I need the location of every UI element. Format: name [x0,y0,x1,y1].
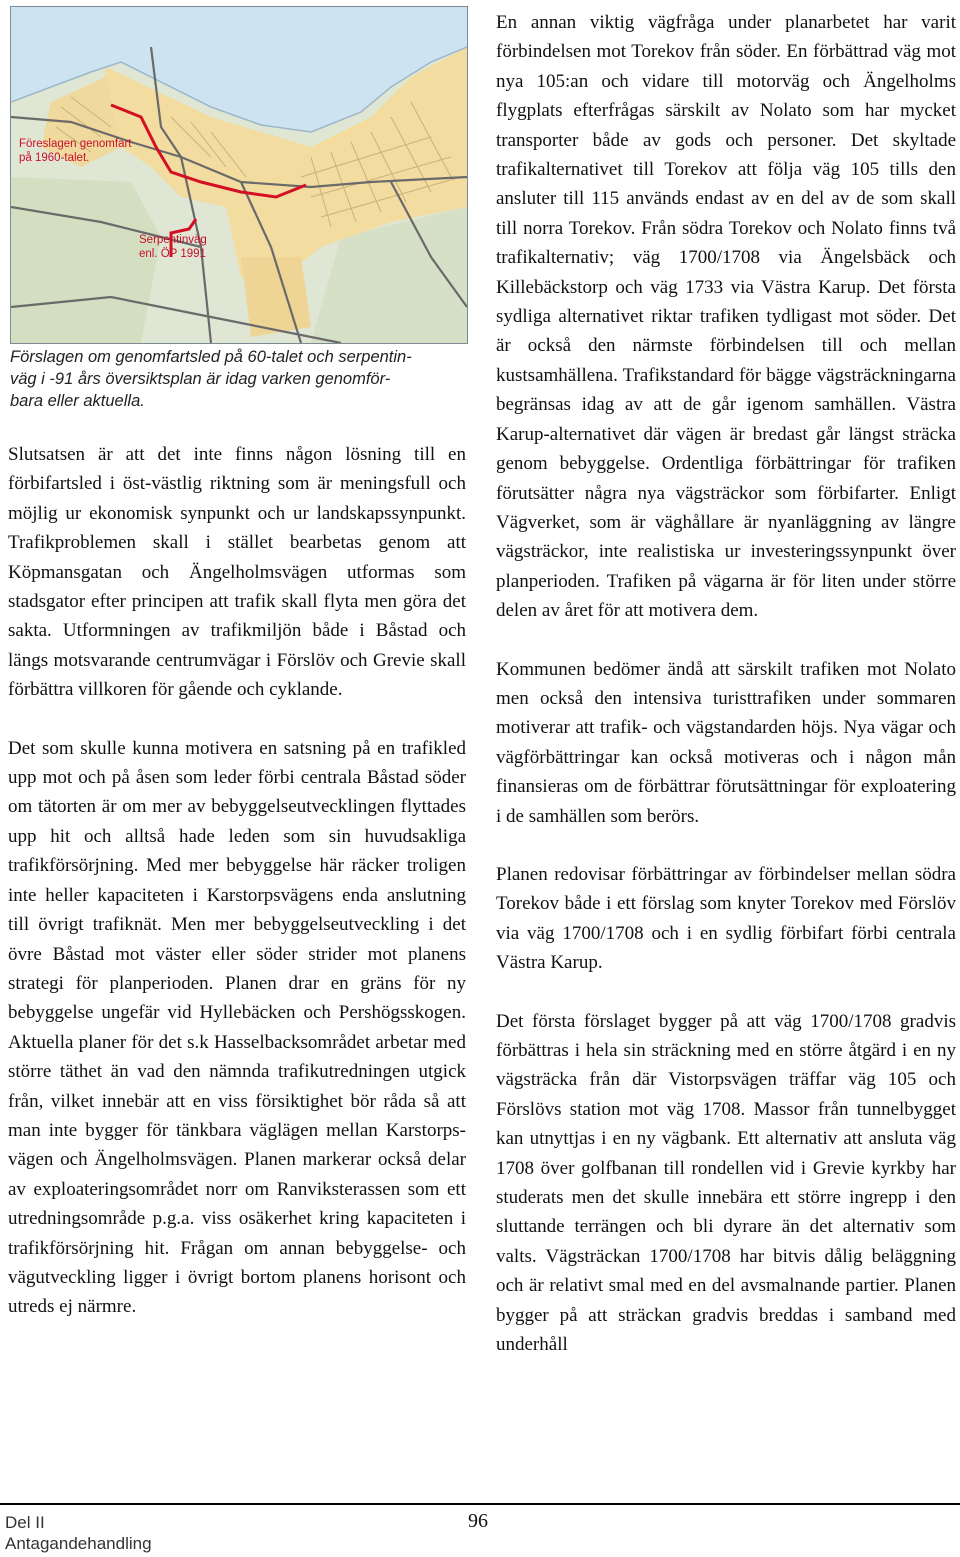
paragraph: Slutsatsen är att det inte finns någon lösning till en förbifartsled i öst-västlig riktning som är meningsfull och möjlig ur ekonomisk synpunkt och ur landskapssynpunkt. Trafikproblemen skall i stället bearbetas genom att Köpmansgatan och Ängelholmsvägen utformas som stadsgator efter principen att trafik skall flyta men göra det sakta. Utformningen av trafikmiljön både i Båstad och längs motsvarande centrumvägar i Förslöv och Grevie skall förbättra villkoren för gående och cyklande. [8,444,466,701]
map-caption: Förslagen om genomfartsled på 60-talet och serpentin- väg i -91 års översiktsplan är idag varken genomför- bara eller aktuella. [10,348,412,410]
paragraph: Det första förslaget bygger på att väg 1700/1708 gradvis förbättras i hela sin sträckning med en större åtgärd i en ny vägsträcka från där Vistorpsvägen träffar väg 105 och Förslövs station mot väg 1708. Massor från tunnelbygget kan utnyttjas i en ny vägbank. Ett alternativ att ansluta väg 1708 över golfbanan till rondellen vid i Grevie kyrkby har studerats men det skulle innebära ett större ingrepp i den sluttande terrängen och bli dyrare än det alternativ som valts. Vägsträckan 1700/1708 har bitvis dålig beläggning och är relativt smal med en del avsmalnande partier. Planen bygger på att sträckan gradvis breddas i samband med underhåll [496,1010,956,1356]
page-number: 96 [468,1510,488,1532]
footer-part-label: Del II [5,1513,45,1532]
paragraph: Det som skulle kunna motivera en satsning på en trafikled upp mot och på åsen som leder förbi centrala Båstad söder om tätorten är om mer av bebyggelseutvecklingen flyttades upp hit och alltså hade leden som sin huvudsakliga trafikförsörjning. Med mer bebyggelse här räcker troligen inte heller kapaciteten i Karstorpsvägens enda anslutning till övrigt trafiknät. Men mer bebyggelseutveckling i det övre Båstad mot väster eller söder strider mot planens strategi för planperioden. Planen drar en gräns för ny bebyggelse ungefär vid Hyllebäcken och Pershögsskogen. Aktuella planer för det s.k Hasselbacksområdet arbetar med större täthet än vad den nämnda trafikutredningen utgick från, vilket innebär att en viss försiktighet bör råda så att man inte bygger för tänkbara väglägen mellan Karstorpsvägen och Ängelholmsvägen. Planen markerar också delar av exploateringsområdet norr om Ranviksterassen som ett utredningsområde p.g.a. viss osäkerhet kring kapaciteten i trafikförsörjning hit. Frågan om annan bebyggelse- och vägutveckling ligger i övrigt bortom planens horisont och utreds ej närmre. [8,737,466,1318]
paragraph: Planen redovisar förbättringar av förbindelser mellan södra Torekov både i ett förslag som knyter Torekov med Förslöv via väg 1700/1708 och i en sydlig förbifart förbi centrala Västra Karup. [496,863,956,974]
paragraph: En annan viktig vägfråga under planarbetet har varit förbindelsen mot Torekov från söder. En förbättrad väg mot nya 105:an och vidare till motorväg och Ängelholms flygplats efterfrågas särskilt av Nolato som har mycket transporter både av gods och personer. Det skyltade trafikalternativet till Torekov att följa väg 105 tills den ansluter till 115 används endast av en del av de som skall till norra Torekov. Från södra Torekov och Nolato finns två trafikalternativ; väg 1700/1708 via Ängelsbäck och Killebäckstorp och väg 1733 via Västra Karup. Det första sydliga alternativet riktar trafiken tydligast mot söder. Det är också den närmste förbindelsen till och mellan kustsamhällena. Trafikstandard för bägge vägsträckningarna begränsas idag av att de går igenom samhällen. Västra Karup-alternativet där vägen är bredast går längst sträcka genom bebyggelse. Ordentliga förbättringar för trafiken förutsätter några nya vägsträckor som förbifarter. Enligt Vägverket, som är väghållare är nyanläggning av längre vägsträckor, inte realistiska ur investeringssynpunkt över planperioden. Trafiken på vägarna är för liten under större delen av året för att motivera dem. [496,12,956,622]
paragraph: Kommunen bedömer ändå att särskilt trafiken mot Nolato men också den intensiva turisttrafiken under sommaren motiverar att trafik- och vägstandarden höjs. Nya vägar och vägförbättringar kan också motiveras och i någon mån finansieras om de förbättrar förutsättningar för exploatering i de samhällen som berörs. [496,658,956,827]
left-column [8,440,466,1322]
map-label-bypass: Föreslagen genomfart på 1960-talet. [19,138,132,164]
map-label-serpentine: Serpentinväg enl. ÖP 1991 [139,234,207,260]
map-figure [10,6,468,344]
footer-divider [0,1503,960,1505]
footer-document-label: Antagandehandling [5,1534,152,1553]
map-graphic [11,7,467,343]
right-column [496,8,956,1359]
